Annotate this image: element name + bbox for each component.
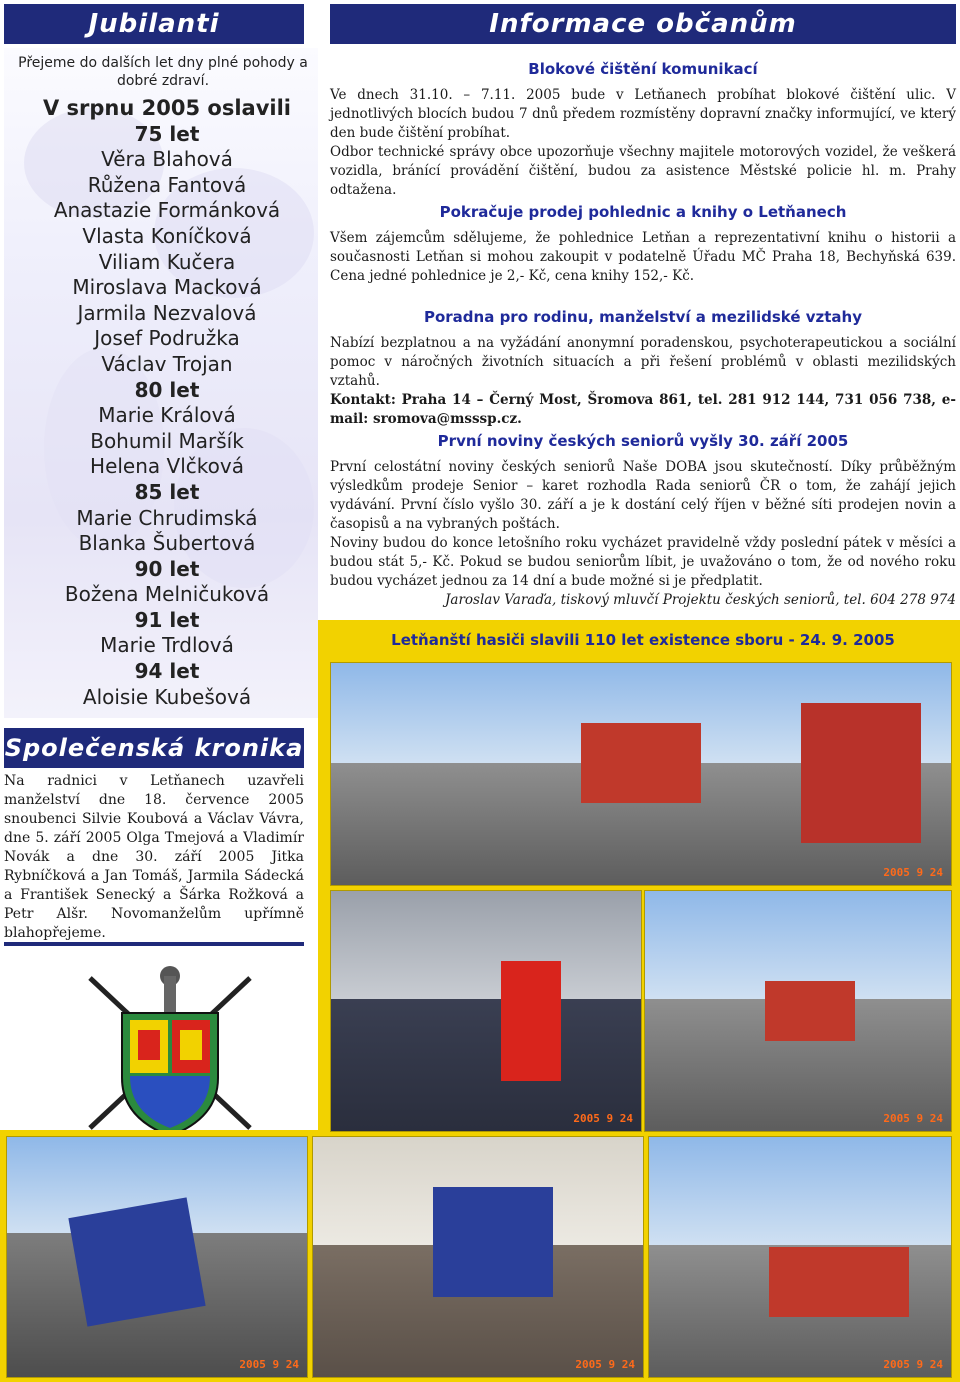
article-body-pohlednice <box>330 229 956 286</box>
article-title-noviny: První noviny českých seniorů vyšly 30. září 2005 <box>437 432 849 450</box>
jubilee-name: Růžena Fantová <box>87 172 247 197</box>
photo-award-handshake <box>330 890 642 1132</box>
paragraph: Nabízí bezplatnou a na vyžádání anonymní poradenskou, psychoterapeutickou a sociální pomoc v náročných životních situacích a při řešení problémů v oblasti mezilidských vztahů. <box>330 335 956 389</box>
paragraph: Odbor technické správy obce upozorňuje všechny majitele motorových vozidel, že veškerá vozidla, bránící provádění čištění, budou za asistence Městské policie hl. m. Prahy odtažena. <box>330 144 956 198</box>
jubilee-name: Božena Melničuková <box>64 582 270 607</box>
photo-firefighters-lineup <box>330 662 952 886</box>
photo-date-stamp: 2005 9 24 <box>573 1112 633 1125</box>
kronika-text: Na radnici v Letňanech uzavřeli manželství dne 18. července 2005 snoubenci Silvie Koubová a Václav Vávra, dne 5. září 2005 Olga Tmejová a Vladimír Novák a dne 30. září 2005 Jitka Rybníčková a Jan Tomáš, Jarmila Sádecká a František Senecký a Šárka Rožková a Petr Alšr. Novomanželům upřímně blahopřejeme. <box>4 773 304 941</box>
jubilee-age-heading: 85 let <box>134 479 200 504</box>
jubilee-name: Marie Králová <box>98 403 236 428</box>
kronika-rule <box>4 942 304 946</box>
photo-date-stamp: 2005 9 24 <box>883 1358 943 1371</box>
jubilee-name: Jarmila Nezvalová <box>77 300 257 325</box>
paragraph: Ve dnech 31.10. – 7.11. 2005 bude v Letňanech probíhat blokové čištění ulic. V jednotlivých blocích budou 7 dnů předem rozmístěny dopravní značky informující, ve který den bude čištění probíhat. <box>330 87 956 141</box>
fire-brigade-emblem-icon <box>60 958 280 1148</box>
jubilee-age-heading: 75 let <box>134 121 200 146</box>
photo-date-stamp: 2005 9 24 <box>239 1358 299 1371</box>
photo-flag-ceremony <box>6 1136 308 1378</box>
jubilee-name: Josef Podružka <box>94 326 240 351</box>
paragraph: Všem zájemcům sdělujeme, že pohlednice Letňan a reprezentativní knihu o historii a současnosti Letňan si mohou zakoupit v podatelně Úřadu MČ Praha 18, Bechyňská 639. Cena jedné pohlednice je 2,- Kč, cena knihy 152,- Kč. <box>330 230 956 284</box>
signature: Jaroslav Varaďa, tiskový mluvčí Projektu českých seniorů, tel. 604 278 974 <box>445 592 956 608</box>
kronika-banner: Společenská kronika <box>4 728 304 768</box>
hasici-title: Letňanští hasiči slavili 110 let existence sboru - 24. 9. 2005 <box>330 620 956 660</box>
article-body-noviny <box>330 458 956 610</box>
article-title-pohlednice: Pokračuje prodej pohlednic a knihy o Letňanech <box>439 203 847 221</box>
jubilee-name: Vlasta Koníčková <box>82 223 252 248</box>
jubilee-age-heading: 94 let <box>134 659 200 684</box>
jubilee-name: Marie Chrudimská <box>76 505 258 530</box>
jubilee-name: Anastazie Formánková <box>53 198 281 223</box>
jubilee-groups <box>0 122 334 711</box>
info-banner: Informace občanům <box>330 4 956 44</box>
jubilee-name: Marie Trdlová <box>100 633 234 658</box>
jubilee-name: Věra Blahová <box>101 147 233 172</box>
jubilee-age-heading: 91 let <box>134 607 200 632</box>
article-body-poradna <box>330 334 956 429</box>
jubilee-name: Helena Vlčková <box>90 454 244 479</box>
photo-date-stamp: 2005 9 24 <box>883 1112 943 1125</box>
jubilee-name: Václav Trojan <box>101 351 233 376</box>
photo-fire-trucks-street <box>644 890 952 1132</box>
photo-date-stamp: 2005 9 24 <box>883 866 943 879</box>
paragraph: Noviny budou do konce letošního roku vycházet pravidelně vždy poslední pátek v měsíci a budou stát 5,- Kč. Pokud se budou seniorům líbit, je uvažováno o tom, že od nového roku budou vycházet jednou za 14 dní a bude možné si je předplatit. <box>330 535 956 589</box>
jubilee-name: Blanka Šubertová <box>78 531 256 556</box>
jubilanti-banner: Jubilanti <box>4 4 304 44</box>
jubilee-name: Miroslava Macková <box>72 275 262 300</box>
paragraph: Kontakt: Praha 14 – Černý Most, Šromova 861, tel. 281 912 144, 731 056 738, e-mail: sromova@msssp.cz. <box>330 392 956 427</box>
jubilee-name: Bohumil Maršík <box>90 428 244 453</box>
photo-banner-consecration <box>312 1136 644 1378</box>
article-title-poradna: Poradna pro rodinu, manželství a mezilidské vztahy <box>423 308 862 326</box>
jubilee-age-heading: 90 let <box>134 556 200 581</box>
photo-fire-truck-parade <box>648 1136 952 1378</box>
jubilee-name: Aloisie Kubešová <box>82 684 252 709</box>
jubilee-list <box>0 96 334 710</box>
photo-date-stamp: 2005 9 24 <box>575 1358 635 1371</box>
jubilee-heading: V srpnu 2005 oslavili <box>42 96 291 120</box>
paragraph: První celostátní noviny českých seniorů Naše DOBA jsou skutečností. Díky průběžným výsledkům prodeje Senior – karet rozhodla Rada seniorů ČR o tom, že zahájí jejich vydávání. První číslo vyšlo 30. září a je k dostání celý říjen v běžné síti prodejen novin a časopisů a na vybraných poštách. <box>330 459 956 532</box>
jubilee-name: Viliam Kučera <box>98 249 236 274</box>
wish-text: Přejeme do dalších let dny plné pohody a dobré zdraví. <box>18 55 308 89</box>
jubilee-age-heading: 80 let <box>134 377 200 402</box>
article-title-cisteni: Blokové čištění komunikací <box>528 60 758 78</box>
article-body-cisteni <box>330 86 956 200</box>
